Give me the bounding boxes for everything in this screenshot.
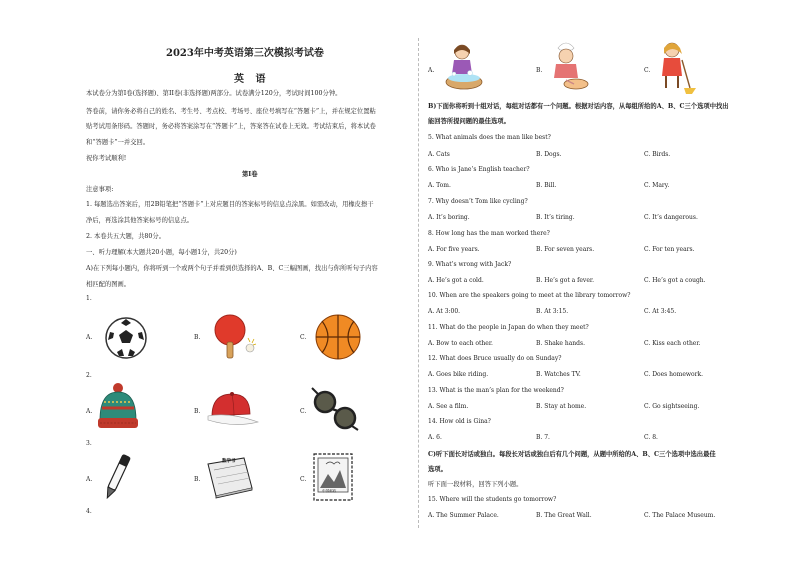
option-letter: B. xyxy=(536,67,543,74)
option-b: B. It’s tiring. xyxy=(536,214,575,221)
knit-hat-icon xyxy=(94,382,142,432)
note-line: 1. 每题选出答案后，用2B铅笔把“答题卡”上对应题目的答案标号的信息点涂黑。如需改动，用橡皮擦干 xyxy=(86,201,374,208)
question-text: 5. What animals does the man like best? xyxy=(428,134,551,141)
option-b: B. For seven years. xyxy=(536,246,595,253)
part-a-instruction: A)在下列每小题内，你将听到一个或两个句子并看到供选择的A、B、C三幅图画，找出与你所听句子内容 xyxy=(86,265,378,272)
option-a: A. Tom. xyxy=(428,182,451,189)
girl-washing-clothes-icon xyxy=(440,40,486,94)
option-c: C. 8. xyxy=(644,434,658,441)
question-text: 8. How long has the man worked there? xyxy=(428,230,550,237)
option-letter: C. xyxy=(300,334,307,341)
part-b-instruction: 能回答所提问题的最佳选项。 xyxy=(428,118,510,125)
instruction-line: 祝你考试顺利! xyxy=(86,155,127,162)
sunglasses-icon xyxy=(310,384,360,434)
option-c: C. He’s got a cough. xyxy=(644,277,706,284)
question-text: 14. How old is Gina? xyxy=(428,418,491,425)
girl-sweeping-icon xyxy=(656,40,696,96)
option-c: C. The Palace Museum. xyxy=(644,512,716,519)
option-letter: A. xyxy=(86,408,93,415)
option-a: A. He’s got a cold. xyxy=(428,277,484,284)
option-c: C. For ten years. xyxy=(644,246,695,253)
option-c: C. Go sightseeing. xyxy=(644,403,700,410)
option-letter: C. xyxy=(300,476,307,483)
option-b: B. Bill. xyxy=(536,182,557,189)
option-a: A. Bow to each other. xyxy=(428,340,493,347)
stamp-icon xyxy=(312,452,354,502)
option-b: B. The Great Wall. xyxy=(536,512,592,519)
option-b: B. Watches TV. xyxy=(536,371,581,378)
subject-title: 英 语 xyxy=(234,74,270,85)
option-letter: B. xyxy=(194,408,201,415)
question-text: 13. What is the man’s plan for the weekend? xyxy=(428,387,564,394)
option-a: A. Cats xyxy=(428,151,450,158)
basketball-icon xyxy=(314,313,362,361)
book-label: 数学书 xyxy=(222,459,236,464)
soccer-ball-icon xyxy=(104,316,148,360)
question-number: 3. xyxy=(86,440,92,447)
note-line: 净后，再选涂其他答案标号的信息点。 xyxy=(86,217,194,224)
question-text: 12. What does Bruce usually do on Sunday? xyxy=(428,355,562,362)
pen-icon xyxy=(102,452,132,502)
option-a: A. It’s boring. xyxy=(428,214,470,221)
question-text: 6. Who is Jane’s English teacher? xyxy=(428,166,530,173)
option-letter: A. xyxy=(86,476,93,483)
option-a: A. At 3:00. xyxy=(428,308,461,315)
section-heading: 第I卷 xyxy=(242,171,258,178)
right-column xyxy=(424,0,729,562)
part-c-instruction: 选项。 xyxy=(428,466,447,473)
option-letter: C. xyxy=(300,408,307,415)
listen-note: 听下面一段材料，回答下列小题。 xyxy=(428,481,523,488)
question-number: 2. xyxy=(86,372,92,379)
question-text: 9. What’s wrong with Jack? xyxy=(428,261,512,268)
option-letter: C. xyxy=(644,67,651,74)
option-b: B. At 3:15. xyxy=(536,308,569,315)
instruction-line: 本试卷分为第I卷(选择题)、第II卷(非选择题)两部分。试卷满分120分，考试时间100分钟。 xyxy=(86,90,342,97)
question-text: 10. When are the speakers going to meet at the library tomorrow? xyxy=(428,292,631,299)
instruction-line: 和“答题卡”一并交回。 xyxy=(86,139,150,146)
option-c: C. At 3:45. xyxy=(644,308,677,315)
part-a-instruction: 相匹配的图画。 xyxy=(86,281,131,288)
option-b: B. Dogs. xyxy=(536,151,562,158)
option-c: C. It’s dangerous. xyxy=(644,214,698,221)
option-c: C. Does homework. xyxy=(644,371,704,378)
note-line: 2. 本卷共五大题，共80分。 xyxy=(86,233,165,240)
option-c: C. Mary. xyxy=(644,182,670,189)
question-number: 1. xyxy=(86,295,92,302)
option-a: A. See a film. xyxy=(428,403,469,410)
left-column xyxy=(86,0,416,562)
option-a: A. The Summer Palace. xyxy=(428,512,499,519)
option-b: B. He’s got a fever. xyxy=(536,277,594,284)
option-letter: B. xyxy=(194,334,201,341)
question-text: 15. Where will the students go tomorrow? xyxy=(428,496,557,503)
option-a: A. 6. xyxy=(428,434,442,441)
question-text: 7. Why doesn’t Tom like cycling? xyxy=(428,198,528,205)
option-c: C. Birds. xyxy=(644,151,671,158)
girl-baking-icon xyxy=(544,40,590,94)
part-b-instruction: B)下面你将听到十组对话，每组对话都有一个问题。根据对话内容，从每组所给的A、B、C三个选项中找出 xyxy=(428,103,729,110)
exam-title: 2023年中考英语第三次模拟考试卷 xyxy=(166,48,324,59)
part-heading: 一、听力理解(本大题共20小题，每小题1分，共20分) xyxy=(86,249,237,256)
option-letter: A. xyxy=(86,334,93,341)
option-a: A. For five years. xyxy=(428,246,480,253)
option-a: A. Goes bike riding. xyxy=(428,371,489,378)
part-c-instruction: C)听下面长对话或独白。每段长对话或独白后有几个问题，从题中所给的A、B、C三个选项中选出最佳 xyxy=(428,451,716,458)
option-letter: B. xyxy=(194,476,201,483)
notes-title: 注意事项: xyxy=(86,186,114,193)
option-b: B. 7. xyxy=(536,434,550,441)
option-letter: A. xyxy=(428,67,435,74)
baseball-cap-icon xyxy=(204,386,260,430)
question-text: 11. What do the people in Japan do when they meet? xyxy=(428,324,589,331)
option-b: B. Stay at home. xyxy=(536,403,587,410)
question-number: 4. xyxy=(86,508,92,515)
instruction-line: 贴考试用条形码。答题时，务必将答案涂写在“答题卡”上，答案答在试卷上无效。考试结束后，将本试卷 xyxy=(86,123,376,130)
ping-pong-paddle-icon xyxy=(210,312,262,360)
column-divider xyxy=(418,38,419,528)
stamp-label: 中国邮政 xyxy=(322,489,337,493)
instruction-line: 答卷前，请你务必将自己的姓名、考生号、考点校、考场号、座位号填写在“答题卡”上，并在规定位置粘 xyxy=(86,108,376,115)
option-c: C. Kiss each other. xyxy=(644,340,701,347)
option-b: B. Shake hands. xyxy=(536,340,586,347)
